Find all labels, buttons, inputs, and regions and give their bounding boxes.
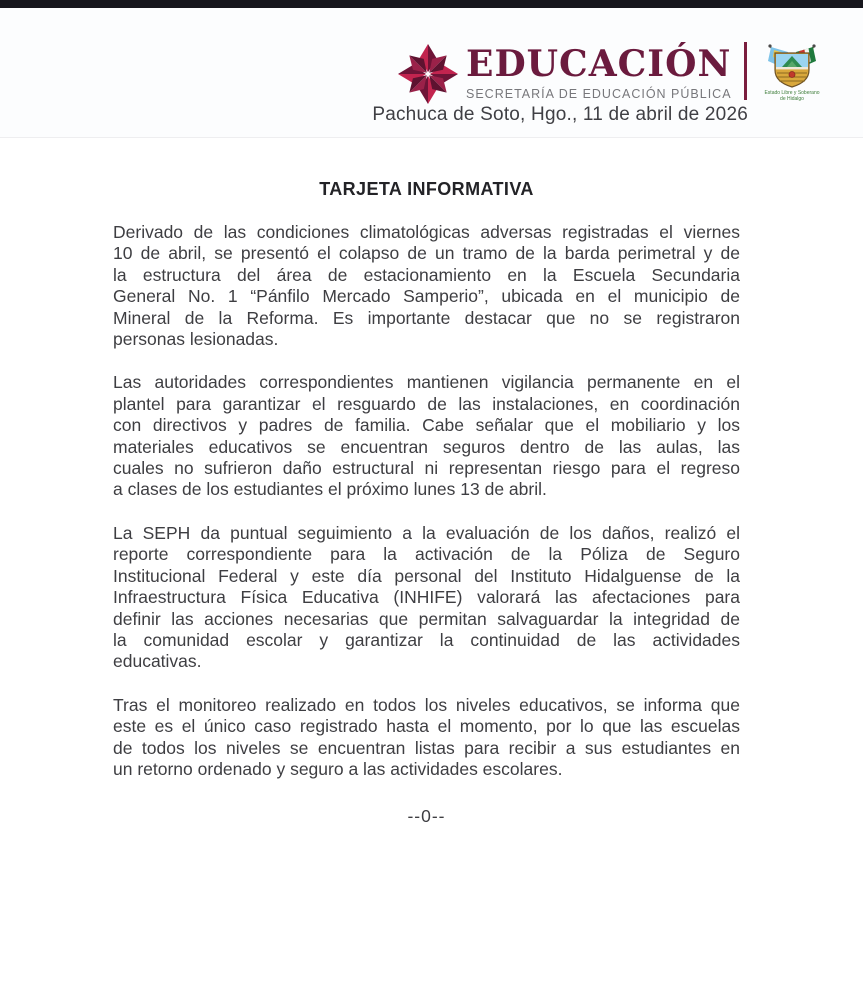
paragraph [113,523,740,673]
closing-mark: --0-- [407,806,446,827]
hidalgo-coat-of-arms [758,40,826,104]
paragraph-line: Institucional Federal y este día personal del Instituto Hidalguense de la [113,565,740,586]
paragraph-line: la comunidad escolar y garantizar la continuidad de las actividades [113,629,740,650]
paragraph [113,222,740,350]
paragraph-line: reporte correspondiente para la activación de la Póliza de Seguro [113,544,740,565]
brand-subtitle: SECRETARÍA DE EDUCACIÓN PÚBLICA [466,87,732,101]
paragraph-line: de todos los niveles se encuentran listas para recibir a sus estudiantes en [113,737,740,758]
paragraph [113,372,740,500]
paragraph-line: materiales educativos se encuentran seguros dentro de las aulas, las [113,436,740,457]
paragraph-line: Tras el monitoreo realizado en todos los niveles educativos, se informa que [113,694,740,715]
paragraph-line: Las autoridades correspondientes mantienen vigilancia permanente en el [113,372,740,393]
paragraph-line: educativas. [113,651,202,672]
paragraphs-container [113,222,740,780]
paragraph-line: definir las acciones necesarias que permitan salvaguardar la integridad de [113,608,740,629]
paragraph-line: Derivado de las condiciones climatológicas adversas registradas el viernes [113,222,740,242]
paragraph [113,695,740,781]
paragraph-line: la estructura del área de estacionamiento en la Escuela Secundaria [113,264,740,285]
paragraph-line: con directivos y padres de familia. Cabe señalar que el mobiliario y los [113,415,740,436]
seal-caption-line2: de Hidalgo [780,96,804,102]
paragraph-line: un retorno ordenado y seguro a las actividades escolares. [113,758,563,779]
paragraph-line: cuales no sufrieron daño estructural ni representan riesgo para el regreso [113,458,740,479]
paragraph-line: General No. 1 “Pánfilo Mercado Samperio”, ubicada en el municipio de [113,286,740,307]
paragraph-line: 10 de abril, se presentó el colapso de un tramo de la barda perimetral y de [113,243,740,264]
seal-caption-line1: Estado Libre y Soberano [764,90,820,96]
paragraph-line: La SEPH da puntual seguimiento a la evaluación de los daños, realizó el [113,522,740,543]
paragraph-line: personas lesionadas. [113,329,279,350]
header-divider [744,42,747,100]
paragraph-line: Mineral de la Reforma. Es importante destacar que no se registraron [113,307,740,328]
letterhead [0,8,863,138]
sep-star-icon [397,42,459,106]
top-bar [0,0,863,8]
paragraph-line: Infraestructura Física Educativa (INHIFE) valorará las afectaciones para [113,587,740,608]
brand-name: EDUCACIÓN [466,43,732,85]
document-body [113,138,740,828]
page-title: TARJETA INFORMATIVA [319,179,534,199]
sep-wordmark [466,43,732,101]
paragraph-line: este es el único caso registrado hasta el momento, por lo que las escuelas [113,716,740,737]
paragraph-line: plantel para garantizar el resguardo de las instalaciones, en coordinación [113,393,740,414]
dateline: Pachuca de Soto, Hgo., 11 de abril de 2026 [372,104,748,125]
paragraph-line: a clases de los estudiantes el próximo lunes 13 de abril. [113,479,547,500]
